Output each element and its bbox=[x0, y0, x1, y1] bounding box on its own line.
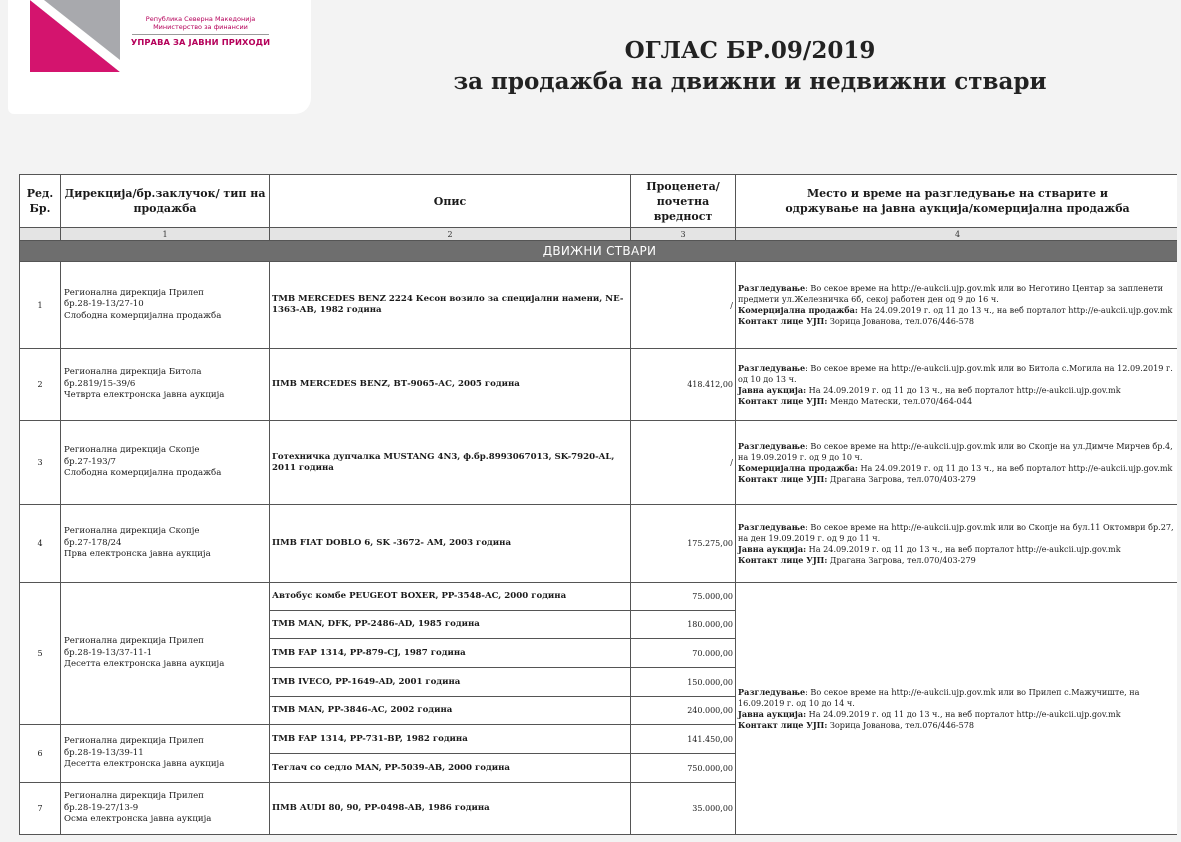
logo-card bbox=[8, 0, 311, 114]
row-number: 6 bbox=[20, 725, 61, 783]
row-directorate bbox=[61, 421, 270, 505]
inspection-text: : Во секое време на http://e-aukcii.ujp.gov.mk или во Битола с.Могила на 12.09.2019 г. од 10 до 13 ч. bbox=[738, 362, 1173, 384]
contact-label: Контакт лице УЈП: bbox=[738, 395, 828, 406]
inspection-label: Разгледување bbox=[738, 686, 806, 697]
directorate-name: Регионална дирекција Прилеп bbox=[64, 791, 204, 802]
row-directorate bbox=[61, 505, 270, 583]
sale-label: Комерцијална продажба: bbox=[738, 462, 858, 473]
row-value: 150.000,00 bbox=[631, 668, 736, 697]
decision-number: бр.27-193/7 bbox=[64, 456, 117, 467]
sale-text: На 24.09.2019 г. од 11 до 13 ч., на веб порталот http://e-aukcii.ujp.gov.mk bbox=[806, 384, 1121, 395]
decision-number: бр.28-19-13/37-11-1 bbox=[64, 647, 153, 658]
logo-ministry: Министерство за финансии bbox=[153, 23, 248, 31]
contact-label: Контакт лице УЈП: bbox=[738, 554, 828, 565]
contact-text: Зорица Јованова, тел.076/446-578 bbox=[827, 316, 975, 326]
sale-text: На 24.09.2019 г. од 11 до 13 ч., на веб порталот http://e-aukcii.ujp.gov.mk bbox=[857, 305, 1173, 315]
contact-text: Зорица Јованова, тел.076/446-578 bbox=[827, 719, 975, 730]
logo-office: УПРАВА ЗА ЈАВНИ ПРИХОДИ bbox=[130, 37, 271, 47]
row-description: ТМВ MAN, PP-3846-AC, 2002 година bbox=[270, 697, 631, 725]
directorate-name: Регионална дирекција Прилеп bbox=[64, 636, 204, 647]
row-value: 418.412,00 bbox=[631, 349, 736, 421]
section-title: ДВИЖНИ СТВАРИ bbox=[20, 241, 1180, 262]
row-description: Готехничка дупчалка MUSTANG 4N3, ф.бр.8993067013, SK-7920-AL, 2011 година bbox=[270, 421, 631, 505]
decision-number: бр.2819/15-39/6 bbox=[64, 378, 136, 389]
col-header-description: Опис bbox=[270, 175, 631, 228]
row-value: 180.000,00 bbox=[631, 611, 736, 639]
sale-type: Прва електронска јавна аукција bbox=[64, 549, 211, 560]
logo-divider bbox=[132, 34, 269, 35]
col-header-directorate: Дирекција/бр.заклучок/ тип на продажба bbox=[61, 175, 270, 228]
notice-subtitle: за продажба на движни и недвижни ствари bbox=[453, 68, 1047, 95]
sale-label: Јавна аукција: bbox=[738, 543, 807, 554]
notice-table bbox=[19, 174, 1180, 835]
row-place bbox=[736, 349, 1180, 421]
inspection-label: Разгледување bbox=[738, 283, 806, 293]
contact-label: Контакт лице УЈП: bbox=[738, 316, 828, 326]
directorate-name: Регионална дирекција Скопје bbox=[64, 526, 200, 537]
ujp-logo-icon bbox=[30, 0, 120, 72]
table-row bbox=[20, 583, 1180, 611]
column-number-row bbox=[20, 228, 1180, 241]
contact-text: Драгана Загрова, тел.070/403-279 bbox=[827, 554, 976, 565]
row-place bbox=[736, 505, 1180, 583]
col-number: 1 bbox=[61, 228, 270, 241]
inspection-text: : Во секое време на http://e-aukcii.ujp.gov.mk или во Прилеп с.Мажучиште, на 16.09.2019 г. од 10 до 14 ч. bbox=[738, 686, 1140, 708]
row-description: ТМВ IVECO, PP-1649-AD, 2001 година bbox=[270, 668, 631, 697]
contact-label: Контакт лице УЈП: bbox=[738, 719, 828, 730]
merged-place bbox=[736, 583, 1180, 835]
row-place bbox=[736, 262, 1180, 349]
inspection-label: Разгледување bbox=[738, 440, 806, 451]
sale-text: На 24.09.2019 г. од 11 до 13 ч., на веб порталот http://e-aukcii.ujp.gov.mk bbox=[806, 708, 1121, 719]
table-header-row bbox=[20, 175, 1180, 228]
contact-text: Мендо Матески, тел.070/464-044 bbox=[827, 395, 973, 406]
sale-type: Десетта електронска јавна аукција bbox=[64, 659, 225, 670]
row-number: 1 bbox=[20, 262, 61, 349]
row-description: ТМВ MERCEDES BENZ 2224 Кесон возило за специјални намени, NE-1363-АВ, 1982 година bbox=[270, 262, 631, 349]
row-value: / bbox=[631, 262, 736, 349]
directorate-name: Регионална дирекција Скопје bbox=[64, 445, 200, 456]
row-value: / bbox=[631, 421, 736, 505]
row-directorate bbox=[61, 262, 270, 349]
col-number: 3 bbox=[631, 228, 736, 241]
col-number: 4 bbox=[736, 228, 1180, 241]
col-header-place: Место и време на разгледување на стварите и одржување на јавна аукција/комерцијална продажба bbox=[736, 175, 1180, 228]
decision-number: бр.28-19-27/13-9 bbox=[64, 802, 139, 813]
contact-label: Контакт лице УЈП: bbox=[738, 473, 828, 484]
col-number: 2 bbox=[270, 228, 631, 241]
row-number: 5 bbox=[20, 583, 61, 725]
inspection-text: : Во секое време на http://e-aukcii.ujp.gov.mk или во Неготино Центар за запленети предмети ул.Железничка 6б, секој работен ден од 9 до 16 ч. bbox=[738, 283, 1164, 304]
inspection-text: : Во секое време на http://e-aukcii.ujp.gov.mk или во Скопје на ул.Димче Мирчев бр.4, на 19.09.2019 г. од 9 до 10 ч. bbox=[738, 440, 1173, 462]
row-directorate bbox=[61, 725, 270, 783]
sale-label: Јавна аукција: bbox=[738, 708, 807, 719]
sale-label: Јавна аукција: bbox=[738, 384, 807, 395]
sale-type: Четврта електронска јавна аукција bbox=[64, 390, 225, 401]
decision-number: бр.28-19-13/27-10 bbox=[64, 299, 144, 310]
row-description: Теглач со седло MAN, PP-5039-AB, 2000 година bbox=[270, 754, 631, 783]
decision-number: бр.28-19-13/39-11 bbox=[64, 747, 144, 758]
sale-text: На 24.09.2019 г. од 11 до 13 ч., на веб порталот http://e-aukcii.ujp.gov.mk bbox=[806, 543, 1121, 554]
inspection-label: Разгледување bbox=[738, 362, 806, 373]
row-place bbox=[736, 421, 1180, 505]
directorate-name: Регионална дирекција Битола bbox=[64, 367, 202, 378]
row-value: 141.450,00 bbox=[631, 725, 736, 754]
sale-type: Слободна комерцијална продажба bbox=[64, 468, 222, 479]
section-row bbox=[20, 241, 1180, 262]
logo-country: Република Северна Македонија bbox=[145, 15, 256, 23]
row-description: ТМВ FAP 1314, PP-731-BP, 1982 година bbox=[270, 725, 631, 754]
sale-text: На 24.09.2019 г. од 11 до 13 ч., на веб порталот http://e-aukcii.ujp.gov.mk bbox=[857, 462, 1173, 473]
row-value: 175.275,00 bbox=[631, 505, 736, 583]
sale-label: Комерцијална продажба: bbox=[738, 305, 858, 315]
col-header-value: Проценета/ почетна вредност bbox=[631, 175, 736, 228]
row-description: ПМВ FIAT DOBLO 6, SK -3672- AM, 2003 година bbox=[270, 505, 631, 583]
row-number: 3 bbox=[20, 421, 61, 505]
page-title bbox=[330, 36, 1170, 97]
row-number: 2 bbox=[20, 349, 61, 421]
row-value: 240.000,00 bbox=[631, 697, 736, 725]
row-value: 70.000,00 bbox=[631, 639, 736, 668]
inspection-label: Разгледување bbox=[738, 521, 806, 532]
row-description: ПМВ AUDI 80, 90, PP-0498-AB, 1986 година bbox=[270, 783, 631, 835]
row-description: ПМВ MERCEDES BENZ, ВТ-9065-АС, 2005 година bbox=[270, 349, 631, 421]
row-number: 7 bbox=[20, 783, 61, 835]
table-row bbox=[20, 349, 1180, 421]
table-row bbox=[20, 421, 1180, 505]
row-directorate bbox=[61, 349, 270, 421]
notice-number: ОГЛАС БР.09/2019 bbox=[624, 37, 876, 64]
col-header-no: Ред. Бр. bbox=[20, 175, 61, 228]
row-description: ТМВ FAP 1314, PP-879-CJ, 1987 година bbox=[270, 639, 631, 668]
directorate-name: Регионална дирекција Прилеп bbox=[64, 287, 204, 298]
contact-text: Драгана Загрова, тел.070/403-279 bbox=[827, 473, 976, 484]
row-directorate bbox=[61, 783, 270, 835]
sale-type: Слободна комерцијална продажба bbox=[64, 310, 222, 321]
row-value: 35.000,00 bbox=[631, 783, 736, 835]
directorate-name: Регионална дирекција Прилеп bbox=[64, 736, 204, 747]
row-number: 4 bbox=[20, 505, 61, 583]
inspection-text: : Во секое време на http://e-aukcii.ujp.gov.mk или во Скопје на бул.11 Октомври бр.27, на ден 19.09.2019 г. од 9 до 11 ч. bbox=[738, 521, 1174, 543]
table-row bbox=[20, 262, 1180, 349]
row-description: ТМВ MAN, DFK, PP-2486-AD, 1985 година bbox=[270, 611, 631, 639]
col-number bbox=[20, 228, 61, 241]
sale-type: Осма електронска јавна аукција bbox=[64, 814, 212, 825]
row-value: 75.000,00 bbox=[631, 583, 736, 611]
page-right-margin bbox=[1177, 0, 1181, 842]
row-value: 750.000,00 bbox=[631, 754, 736, 783]
row-description: Автобус комбе PEUGEOT BOXER, PP-3548-AC, 2000 година bbox=[270, 583, 631, 611]
sale-type: Десетта електронска јавна аукција bbox=[64, 759, 225, 770]
row-directorate bbox=[61, 583, 270, 725]
logo-text bbox=[128, 15, 273, 47]
table-row bbox=[20, 505, 1180, 583]
decision-number: бр.27-178/24 bbox=[64, 537, 122, 548]
